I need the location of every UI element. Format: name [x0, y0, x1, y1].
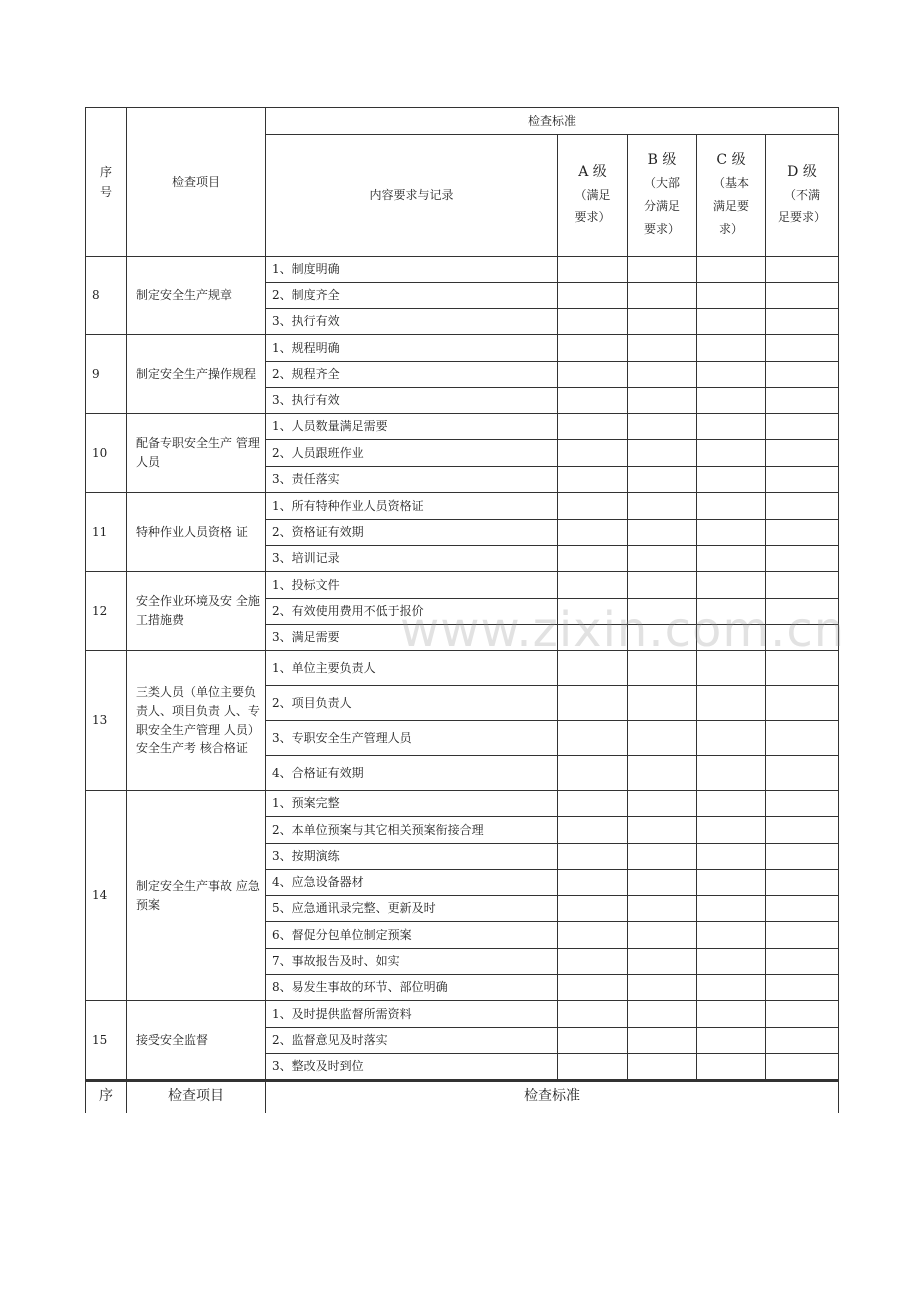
- requirement-text: 1、人员数量满足需要: [266, 414, 558, 440]
- grade-a-header: [558, 135, 628, 257]
- grade-a-cell[interactable]: [558, 870, 628, 896]
- grade-c-cell[interactable]: [697, 791, 766, 817]
- requirement-text: 1、规程明确: [266, 335, 558, 362]
- grade-a-cell[interactable]: [558, 844, 628, 870]
- requirement-text: 6、督促分包单位制定预案: [266, 922, 558, 949]
- requirement-text: 2、人员跟班作业: [266, 440, 558, 467]
- grade-b-desc-3: 要求）: [643, 221, 680, 236]
- table-row: [86, 414, 839, 440]
- grade-d-cell[interactable]: [766, 844, 839, 870]
- grade-a-cell[interactable]: [558, 1054, 628, 1080]
- grade-c-cell[interactable]: [697, 546, 766, 572]
- grade-d-cell[interactable]: [766, 283, 839, 309]
- grade-c-cell[interactable]: [697, 975, 766, 1001]
- requirement-text: 2、制度齐全: [266, 283, 558, 309]
- inspection-item: 安全作业环境及安 全施工措施费: [127, 572, 266, 651]
- grade-d-cell[interactable]: [766, 546, 839, 572]
- grade-c-header: [697, 135, 766, 257]
- grade-a-cell[interactable]: [558, 721, 628, 756]
- next-page-header: [85, 1080, 839, 1113]
- grade-c-cell[interactable]: [697, 756, 766, 791]
- grade-b-cell[interactable]: [628, 467, 697, 493]
- grade-b-cell[interactable]: [628, 546, 697, 572]
- content-header: 内容要求与记录: [266, 135, 558, 257]
- grade-b-cell[interactable]: [628, 721, 697, 756]
- inspection-item: 三类人员（单位主要负责人、项目负责 人、专职安全生产管理 人员）安全生产考 核合格证: [127, 651, 266, 791]
- grade-a-cell[interactable]: [558, 1001, 628, 1028]
- inspection-item: 特种作业人员资格 证: [127, 493, 266, 572]
- grade-b-cell[interactable]: [628, 283, 697, 309]
- requirement-text: 3、按期演练: [266, 844, 558, 870]
- grade-b-cell[interactable]: [628, 1054, 697, 1080]
- grade-d-cell[interactable]: [766, 922, 839, 949]
- grade-b-cell[interactable]: [628, 414, 697, 440]
- grade-a-cell[interactable]: [558, 949, 628, 975]
- row-number: 9: [86, 335, 127, 414]
- grade-b-cell[interactable]: [628, 335, 697, 362]
- grade-c-cell[interactable]: [697, 922, 766, 949]
- grade-b-cell[interactable]: [628, 257, 697, 283]
- grade-b-cell[interactable]: [628, 817, 697, 844]
- footer-seq-header: 序: [86, 1081, 127, 1113]
- requirement-text: 2、监督意见及时落实: [266, 1028, 558, 1054]
- grade-c-cell[interactable]: [697, 493, 766, 520]
- requirement-text: 7、事故报告及时、如实: [266, 949, 558, 975]
- grade-c-cell[interactable]: [697, 335, 766, 362]
- grade-c-cell[interactable]: [697, 257, 766, 283]
- grade-d-cell[interactable]: [766, 440, 839, 467]
- grade-a-level: A 级: [578, 163, 607, 180]
- grade-d-cell[interactable]: [766, 572, 839, 599]
- footer-item-header: 检查项目: [127, 1081, 266, 1113]
- row-number: 10: [86, 414, 127, 493]
- grade-c-cell[interactable]: [697, 467, 766, 493]
- grade-b-cell[interactable]: [628, 520, 697, 546]
- grade-c-cell[interactable]: [697, 1001, 766, 1028]
- grade-d-level: D 级: [787, 163, 817, 180]
- grade-c-cell[interactable]: [697, 817, 766, 844]
- table-row: [86, 335, 839, 362]
- row-number: 15: [86, 1001, 127, 1080]
- row-number: 13: [86, 651, 127, 791]
- inspection-table-body: [86, 108, 839, 1080]
- grade-a-cell[interactable]: [558, 283, 628, 309]
- row-number: 8: [86, 257, 127, 335]
- grade-b-cell[interactable]: [628, 309, 697, 335]
- grade-c-cell[interactable]: [697, 520, 766, 546]
- requirement-text: 1、单位主要负责人: [266, 651, 558, 686]
- grade-c-cell[interactable]: [697, 1054, 766, 1080]
- grade-a-cell[interactable]: [558, 362, 628, 388]
- grade-a-cell[interactable]: [558, 896, 628, 922]
- grade-c-desc-2: 满足要: [712, 198, 749, 213]
- grade-d-cell[interactable]: [766, 1028, 839, 1054]
- grade-d-cell[interactable]: [766, 870, 839, 896]
- grade-a-cell[interactable]: [558, 257, 628, 283]
- item-header: 检查项目: [127, 108, 266, 257]
- grade-c-cell[interactable]: [697, 896, 766, 922]
- table-row: [86, 257, 839, 283]
- grade-d-cell[interactable]: [766, 1001, 839, 1028]
- table-row: [86, 1001, 839, 1028]
- grade-a-cell[interactable]: [558, 922, 628, 949]
- grade-a-cell[interactable]: [558, 546, 628, 572]
- requirement-text: 2、资格证有效期: [266, 520, 558, 546]
- grade-a-cell[interactable]: [558, 572, 628, 599]
- inspection-item: 制定安全生产操作规程: [127, 335, 266, 414]
- grade-d-cell[interactable]: [766, 756, 839, 791]
- grade-d-cell[interactable]: [766, 388, 839, 414]
- grade-b-cell[interactable]: [628, 896, 697, 922]
- grade-c-level: C 级: [716, 152, 746, 169]
- grade-c-cell[interactable]: [697, 440, 766, 467]
- seq-header-text: 序号: [100, 164, 113, 199]
- watermark: www.zixin.com.cn: [400, 602, 846, 658]
- grade-b-cell[interactable]: [628, 949, 697, 975]
- grade-d-cell[interactable]: [766, 1054, 839, 1080]
- grade-d-cell[interactable]: [766, 975, 839, 1001]
- grade-d-cell[interactable]: [766, 949, 839, 975]
- grade-d-cell[interactable]: [766, 309, 839, 335]
- grade-a-cell[interactable]: [558, 388, 628, 414]
- grade-c-cell[interactable]: [697, 870, 766, 896]
- requirement-text: 3、执行有效: [266, 388, 558, 414]
- requirement-text: 4、合格证有效期: [266, 756, 558, 791]
- grade-b-cell[interactable]: [628, 791, 697, 817]
- requirement-text: 5、应急通讯录完整、更新及时: [266, 896, 558, 922]
- inspection-item: 制定安全生产规章: [127, 257, 266, 335]
- grade-b-level: B 级: [647, 152, 677, 169]
- grade-b-cell[interactable]: [628, 756, 697, 791]
- grade-d-cell[interactable]: [766, 362, 839, 388]
- grade-b-cell[interactable]: [628, 572, 697, 599]
- grade-d-cell[interactable]: [766, 817, 839, 844]
- grade-c-cell[interactable]: [697, 1028, 766, 1054]
- grade-a-cell[interactable]: [558, 467, 628, 493]
- grade-c-cell[interactable]: [697, 414, 766, 440]
- grade-a-cell[interactable]: [558, 756, 628, 791]
- grade-d-cell[interactable]: [766, 414, 839, 440]
- grade-a-cell[interactable]: [558, 493, 628, 520]
- row-number: 11: [86, 493, 127, 572]
- grade-d-cell[interactable]: [766, 520, 839, 546]
- grade-a-cell[interactable]: [558, 520, 628, 546]
- grade-b-cell[interactable]: [628, 870, 697, 896]
- grade-c-cell[interactable]: [697, 388, 766, 414]
- grade-c-desc-3: 求）: [718, 221, 743, 236]
- grade-b-cell[interactable]: [628, 388, 697, 414]
- grade-b-desc-2: 分满足: [643, 198, 680, 213]
- requirement-text: 1、预案完整: [266, 791, 558, 817]
- footer-standard-header: 检查标准: [266, 1081, 839, 1113]
- grade-a-cell[interactable]: [558, 440, 628, 467]
- grade-a-cell[interactable]: [558, 686, 628, 721]
- grade-a-cell[interactable]: [558, 414, 628, 440]
- grade-b-cell[interactable]: [628, 975, 697, 1001]
- requirement-text: 1、及时提供监督所需资料: [266, 1001, 558, 1028]
- grade-c-cell[interactable]: [697, 949, 766, 975]
- grade-a-desc-1: （满足: [574, 187, 611, 202]
- grade-a-desc-2: 要求）: [574, 210, 611, 225]
- requirement-text: 1、投标文件: [266, 572, 558, 599]
- grade-c-cell[interactable]: [697, 362, 766, 388]
- grade-b-cell[interactable]: [628, 1028, 697, 1054]
- grade-d-cell[interactable]: [766, 467, 839, 493]
- requirement-text: 2、有效使用费用不低于报价: [266, 599, 558, 625]
- grade-c-cell[interactable]: [697, 721, 766, 756]
- grade-b-desc-1: （大部: [643, 176, 680, 191]
- row-number: 12: [86, 572, 127, 651]
- grade-a-cell[interactable]: [558, 975, 628, 1001]
- grade-b-header: [628, 135, 697, 257]
- requirement-text: 1、制度明确: [266, 257, 558, 283]
- grade-a-cell[interactable]: [558, 791, 628, 817]
- grade-d-desc-1: （不满: [784, 187, 821, 202]
- inspection-item: 接受安全监督: [127, 1001, 266, 1080]
- requirement-text: 2、本单位预案与其它相关预案衔接合理: [266, 817, 558, 844]
- row-number: 14: [86, 791, 127, 1001]
- grade-c-cell[interactable]: [697, 309, 766, 335]
- seq-header: [86, 108, 127, 257]
- requirement-text: 3、专职安全生产管理人员: [266, 721, 558, 756]
- grade-d-cell[interactable]: [766, 335, 839, 362]
- header-row-1: [86, 108, 839, 135]
- requirement-text: 8、易发生事故的环节、部位明确: [266, 975, 558, 1001]
- grade-d-header: [766, 135, 839, 257]
- grade-c-desc-1: （基本: [712, 176, 749, 191]
- grade-b-cell[interactable]: [628, 1001, 697, 1028]
- requirement-text: 3、整改及时到位: [266, 1054, 558, 1080]
- grade-d-cell[interactable]: [766, 257, 839, 283]
- grade-d-cell[interactable]: [766, 493, 839, 520]
- grade-d-cell[interactable]: [766, 896, 839, 922]
- grade-d-desc-2: 足要求）: [778, 210, 827, 225]
- inspection-item: 配备专职安全生产 管理人员: [127, 414, 266, 493]
- inspection-item: 制定安全生产事故 应急预案: [127, 791, 266, 1001]
- table-row: [86, 572, 839, 599]
- grade-c-cell[interactable]: [697, 572, 766, 599]
- grade-b-cell[interactable]: [628, 362, 697, 388]
- requirement-text: 1、所有特种作业人员资格证: [266, 493, 558, 520]
- grade-d-cell[interactable]: [766, 721, 839, 756]
- grade-b-cell[interactable]: [628, 686, 697, 721]
- inspection-table: [85, 107, 839, 1080]
- requirement-text: 2、规程齐全: [266, 362, 558, 388]
- grade-c-cell[interactable]: [697, 844, 766, 870]
- requirement-text: 4、应急设备器材: [266, 870, 558, 896]
- requirement-text: 3、执行有效: [266, 309, 558, 335]
- grade-a-cell[interactable]: [558, 817, 628, 844]
- grade-b-cell[interactable]: [628, 922, 697, 949]
- standard-header: 检查标准: [266, 108, 839, 135]
- requirement-text: 2、项目负责人: [266, 686, 558, 721]
- table-row: [86, 493, 839, 520]
- grade-b-cell[interactable]: [628, 844, 697, 870]
- grade-d-cell[interactable]: [766, 791, 839, 817]
- grade-b-cell[interactable]: [628, 493, 697, 520]
- requirement-text: 3、培训记录: [266, 546, 558, 572]
- grade-a-cell[interactable]: [558, 1028, 628, 1054]
- table-row: [86, 791, 839, 817]
- grade-d-cell[interactable]: [766, 686, 839, 721]
- requirement-text: 3、满足需要: [266, 625, 558, 651]
- grade-a-cell[interactable]: [558, 335, 628, 362]
- grade-b-cell[interactable]: [628, 440, 697, 467]
- grade-c-cell[interactable]: [697, 686, 766, 721]
- grade-a-cell[interactable]: [558, 309, 628, 335]
- grade-c-cell[interactable]: [697, 283, 766, 309]
- requirement-text: 3、责任落实: [266, 467, 558, 493]
